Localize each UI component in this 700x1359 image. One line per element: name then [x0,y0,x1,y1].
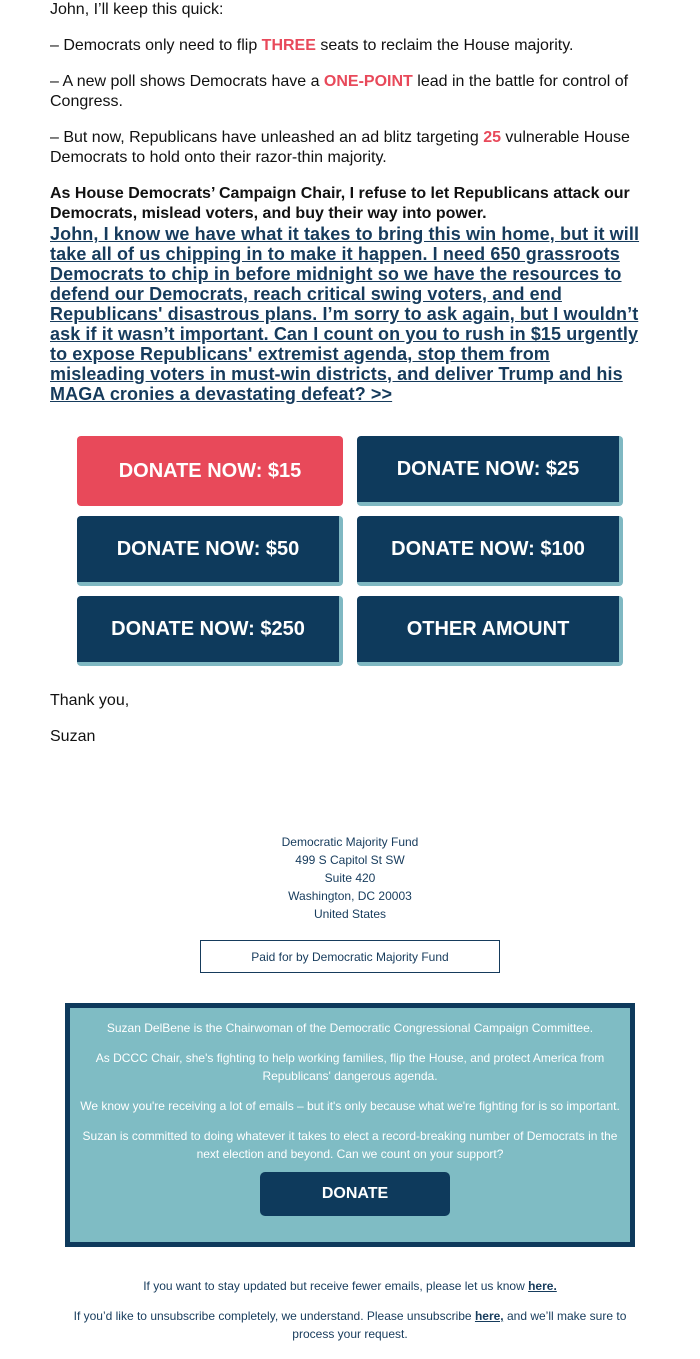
unsubscribe-link[interactable]: here, [474,1309,504,1323]
mailing-address [0,833,700,923]
address-suite: Suite 420 [324,871,376,885]
info-p4: Suzan is committed to doing whatever it takes to elect a record-breaking number of Democrats in the next election and beyond. Can we count on your support? [82,1129,618,1161]
footer-line2-post: and we’ll make sure to process your request. [292,1309,627,1341]
address-street: 499 S Capitol St SW [295,853,405,867]
donate-15-button[interactable]: DONATE NOW: $15 [77,436,343,506]
info-p2: As DCCC Chair, she's fighting to help working families, flip the House, and protect America from Republicans' dangerous agenda. [95,1051,605,1083]
bullet1-pre: – Democrats only need to flip [50,37,262,54]
info-box [65,1003,635,1247]
info-p3: We know you're receiving a lot of emails – but it's only because what we're fighting for is so important. [80,1099,620,1113]
footer-line2-text: If you’d like to unsubscribe completely, we understand. Please unsubscribe [73,1309,475,1323]
info-donate-button[interactable]: DONATE [260,1172,450,1216]
other-amount-button[interactable]: OTHER AMOUNT [357,596,623,666]
info-p1: Suzan DelBene is the Chairwoman of the Democratic Congressional Campaign Committee. [106,1021,594,1035]
fewer-emails-link[interactable]: here. [528,1279,557,1293]
donate-250-button[interactable]: DONATE NOW: $250 [77,596,343,666]
footer-fewer-emails [0,1277,700,1295]
bullet2-highlight: ONE-POINT [323,73,413,90]
footer-unsubscribe [60,1307,640,1343]
address-city: Washington, DC 20003 [288,889,412,903]
signature: Suzan [50,728,96,745]
bullet-flip-seats [50,36,650,56]
bullet3-pre: – But now, Republicans have unleashed an ad blitz targeting [50,129,484,146]
address-org: Democratic Majority Fund [281,835,419,849]
bullet-ad-blitz [50,128,650,168]
thanks-text: Thank you, [50,692,130,709]
bullet2-post: lead in the battle for control of Congress. [50,73,629,110]
campaign-chair-paragraph: As House Democrats’ Campaign Chair, I refuse to let Republicans attack our Democrats, mislead voters, and buy their way into power. [50,185,630,222]
paid-for-disclaimer: Paid for by Democratic Majority Fund [200,940,500,973]
donate-100-button[interactable]: DONATE NOW: $100 [357,516,623,586]
bullet2-pre: – A new poll shows Democrats have a [50,73,324,90]
donate-25-button[interactable]: DONATE NOW: $25 [357,436,623,506]
footer-line1-text: If you want to stay updated but receive fewer emails, please let us know [143,1279,529,1293]
bullet3-post: vulnerable House Democrats to hold onto their razor-thin majority. [50,129,630,166]
bullet1-highlight: THREE [261,37,316,54]
donate-appeal-link[interactable]: John, I know we have what it takes to bring this win home, but it will take all of us chipping in to make it happen. I need 650 grassroots Democrats to chip in before midnight so we have the resources to defend our Democrats, reach critical swing voters, and end Republicans' disastrous plans. I’m sorry to ask again, but I wouldn’t ask if it wasn’t important. Can I count on you to rush in $15 urgently to expose Republicans' extremist agenda, stop them from misleading voters in must-win districts, and deliver Trump and his MAGA cronies a devastating defeat? >> [50,224,640,404]
bullet1-post: seats to reclaim the House majority. [315,37,574,54]
address-country: United States [313,907,387,921]
donate-50-button[interactable]: DONATE NOW: $50 [77,516,343,586]
bullet-poll [50,72,650,112]
greeting: John, I’ll keep this quick: [50,1,224,18]
bullet3-highlight: 25 [483,129,501,146]
